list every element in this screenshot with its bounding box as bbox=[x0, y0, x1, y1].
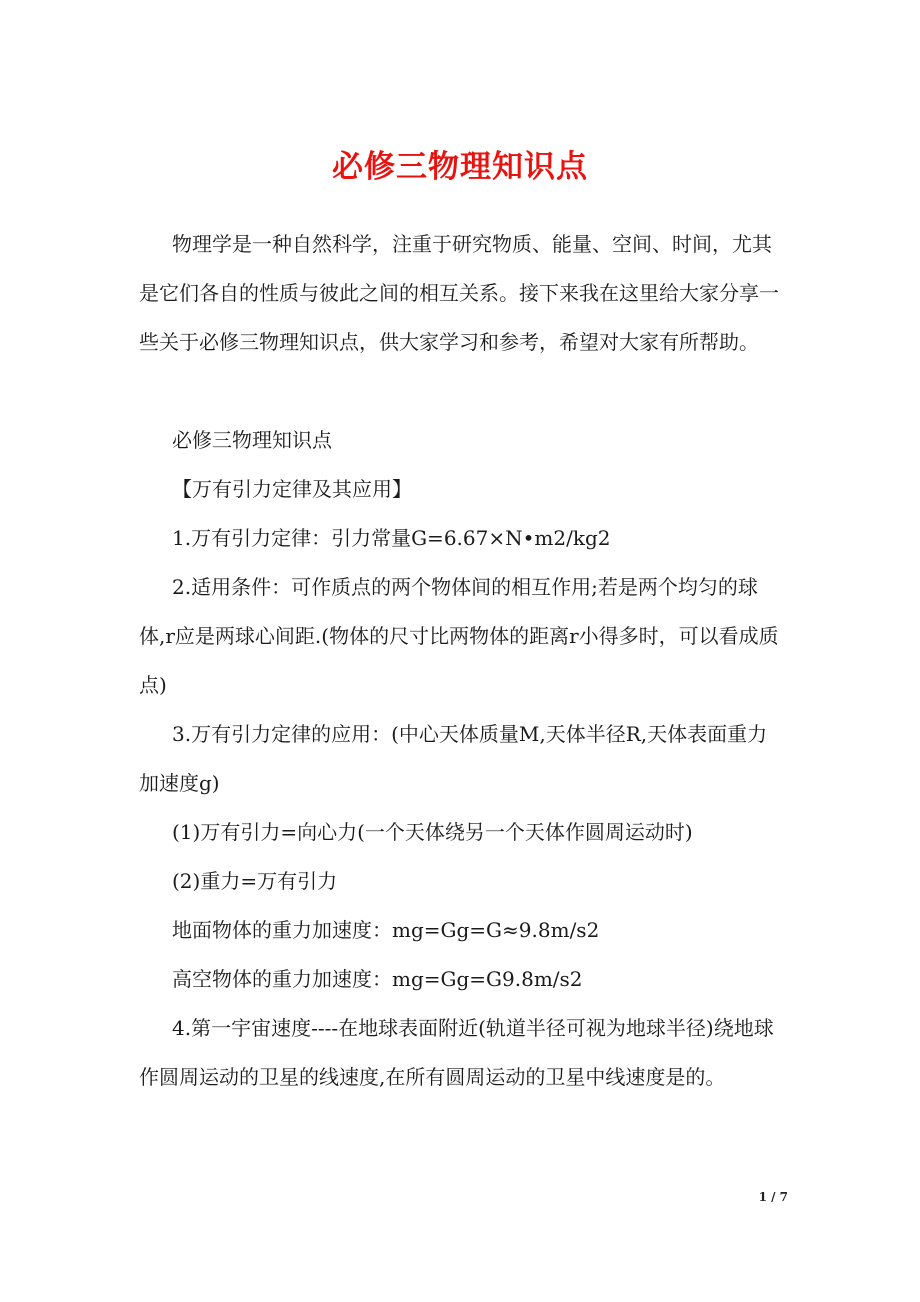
document-body bbox=[139, 220, 787, 1102]
paragraph: 3.万有引力定律的应用：(中心天体质量M,天体半径R,天体表面重力加速度g) bbox=[139, 722, 768, 795]
paragraph: 1.万有引力定律：引力常量G=6.67×N•m2/kg2 bbox=[172, 526, 611, 550]
paragraph: 2.适用条件：可作质点的两个物体间的相互作用;若是两个均匀的球体,r应是两球心间距.(物体的尺寸比两物体的距离r小得多时，可以看成质点) bbox=[139, 575, 779, 697]
subheading: 必修三物理知识点 bbox=[172, 428, 332, 452]
paragraph: 地面物体的重力加速度：mg=Gg=G≈9.8m/s2 bbox=[172, 918, 600, 942]
paragraph: 高空物体的重力加速度：mg=Gg=G9.8m/s2 bbox=[172, 967, 583, 991]
paragraph: (1)万有引力=向心力(一个天体绕另一个天体作圆周运动时) bbox=[172, 820, 693, 844]
paragraph: 4.第一宇宙速度----在地球表面附近(轨道半径可视为地球半径)绕地球作圆周运动的卫星的线速度,在所有圆周运动的卫星中线速度是的。 bbox=[139, 1016, 774, 1089]
paragraph: (2)重力=万有引力 bbox=[172, 869, 338, 893]
intro-paragraph: 物理学是一种自然科学，注重于研究物质、能量、空间、时间，尤其是它们各自的性质与彼此之间的相互关系。接下来我在这里给大家分享一些关于必修三物理知识点，供大家学习和参考，希望对大家有所帮助。 bbox=[139, 232, 779, 354]
page-number: 1 / 7 bbox=[758, 1190, 788, 1204]
page-title: 必修三物理知识点 bbox=[332, 149, 588, 185]
section-heading: 【万有引力定律及其应用】 bbox=[172, 477, 412, 501]
